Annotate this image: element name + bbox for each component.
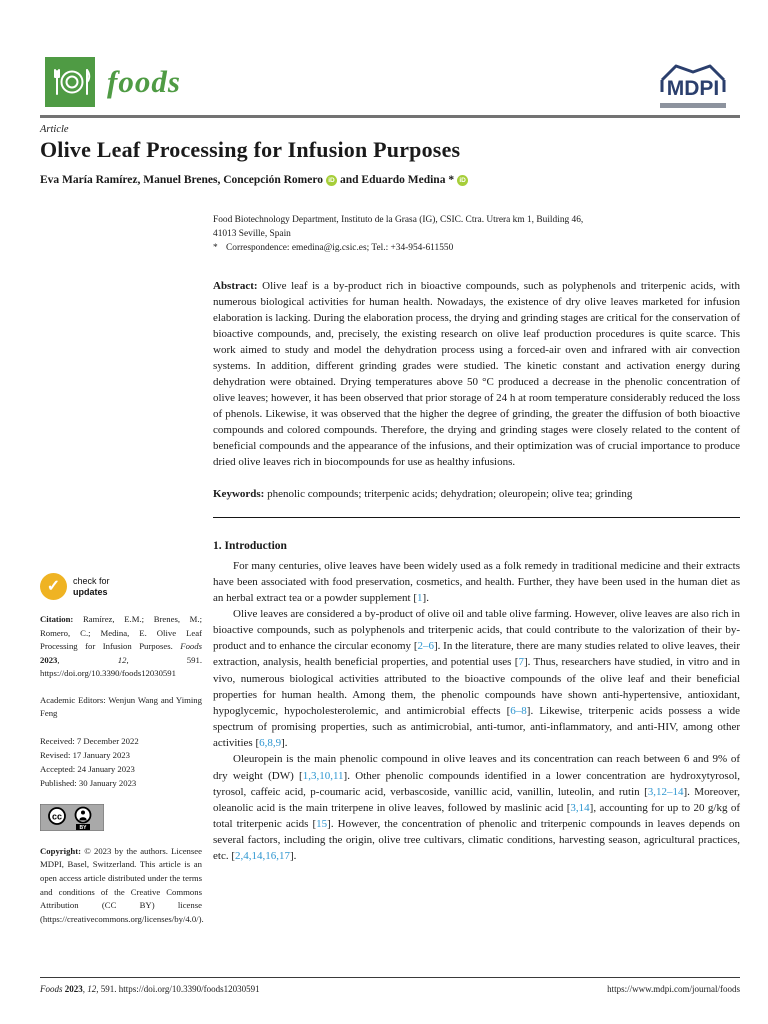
citation-block [40, 613, 202, 681]
authors-line [40, 174, 740, 186]
reference-link[interactable]: 3,14 [570, 801, 590, 814]
authors-group1: Eva María Ramírez, Manuel Brenes, Concepción Romero [40, 174, 323, 186]
page-title: Olive Leaf Processing for Infusion Purposes [40, 137, 461, 162]
text-run: Copyright: [40, 845, 85, 856]
page-footer [40, 984, 740, 994]
orcid-icon[interactable]: iD [457, 175, 468, 186]
article-type-label: Article [40, 124, 69, 135]
reference-link[interactable]: 7 [518, 656, 524, 669]
text-run: ]. [289, 850, 297, 863]
text-run: Olive leaves are considered a by-product of olive oil and table olive farming. However, olive leaves are also rich in bioactive compounds, such as polyphenols and triterpenic acids, that could contribute to the valorization of their by-product and to enhance the circular economy [ [213, 607, 740, 653]
journal-header [45, 57, 733, 111]
intro-paragraph-3 [213, 751, 740, 864]
text-run: ], accounting for up to 20 g/kg of total triterpenic acids [ [213, 801, 740, 831]
reference-link[interactable]: 6,8,9 [259, 737, 282, 750]
text-run: ]. Thus, researchers have studied, in vitro and in vivo, numerous biological activities attributed to the bioactive compounds of the olive leaf and their beneficial properties for human health. Among them, the phenolic compounds have shown anti-hypertensive, antioxidant, hypoglycemic, hypocholesterolemic, and antimicrobial effects [ [213, 656, 740, 717]
text-run: ]. [281, 737, 288, 750]
mdpi-logo[interactable] [653, 59, 733, 111]
text-run: Abstract: [213, 280, 263, 293]
footer-divider [40, 977, 740, 978]
copyright-block [40, 845, 202, 926]
affiliation-line1: Food Biotechnology Department, Instituto de la Grasa (IG), CSIC. Ctra. Utrera km 1, Building 46, [213, 215, 584, 225]
correspondence-line [213, 241, 740, 255]
affiliation-line2: 41013 Seville, Spain [213, 229, 291, 240]
text-run: , [82, 984, 88, 994]
published-date: Published: 30 January 2023 [40, 778, 137, 789]
text-run: 2023 [40, 654, 58, 665]
text-run: ]. [422, 591, 429, 604]
text-run: Foods [180, 641, 202, 652]
text-run: Keywords: [213, 487, 268, 500]
reference-link[interactable]: 6–8 [510, 704, 527, 717]
intro-paragraph-1 [213, 558, 740, 606]
title-block [40, 124, 740, 186]
authors-group2: and Eduardo Medina * [340, 174, 455, 186]
text-run: Foods [40, 984, 65, 994]
text-run: 12 [87, 984, 97, 994]
text-run: Ramírez, E.M.; Brenes, M.; Romero, C.; Medina, E. Olive Leaf Processing for Infusion Purposes. [40, 614, 202, 652]
text-run: ]. Moreover, oleanolic acid is the main triterpene in olive leaves, followed by maslinic acid [ [213, 785, 740, 814]
journal-name: foods [107, 64, 181, 99]
text-run: 12 [117, 654, 127, 665]
foods-logo-icon [45, 57, 95, 107]
history-dates [40, 734, 202, 790]
journal-logo[interactable] [45, 57, 181, 107]
intro-paragraph-2 [213, 606, 740, 751]
svg-text:MDPI: MDPI [666, 77, 720, 100]
text-run: , 591. https://doi.org/10.3390/foods12030591 [40, 654, 203, 679]
text-run: 2023 [64, 984, 83, 994]
text-run: ]. Other phenolic compounds identified in a lower concentration are hydroxytyrosol, tyrosol, caffeic acid, p-coumaric acid, verbascoside, vanillic acid, vanillin, luteolin, and rutin [ [213, 769, 741, 798]
orcid-icon[interactable]: iD [326, 175, 337, 186]
abstract-divider [213, 517, 740, 518]
reference-link[interactable]: 2–6 [417, 640, 434, 653]
text-run: , [57, 654, 118, 665]
text-run: , 591. https://doi.org/10.3390/foods12030591 [96, 984, 260, 994]
text-run: Oleuropein is the main phenolic compound in olive leaves and its concentration can reach between 6 and 9% of dry weight (DW) [ [213, 753, 740, 782]
text-run: ]. However, the concentration of phenolic and triterpenic compounds in leaves depends on several factors, including the origin, olive tree cultivars, climatic conditions, harvesting season, agricultural practices, etc. [ [213, 818, 741, 863]
correspondence-marker: * [213, 243, 218, 254]
revised-date: Revised: 17 January 2023 [40, 750, 130, 761]
academic-editors: Academic Editors: Wenjun Wang and Yiming Feng [40, 694, 202, 719]
reference-link[interactable]: 15 [316, 818, 328, 831]
section-heading-introduction: 1. Introduction [213, 539, 287, 552]
reference-link[interactable]: 3,12–14 [647, 785, 684, 798]
text-run: For many centuries, olive leaves have been widely used as a folk remedy in traditional medicine and their extracts have been associated with food preservation, cosmetics, and health. Further, they have been used in the human diet as an herbal extract tea or a powder supplement [ [213, 559, 740, 604]
reference-link[interactable]: 1 [417, 591, 423, 604]
text-run: ]. In the literature, there are many studies related to olive leaves, their extraction, analysis, health beneficial properties, and potential uses [ [213, 640, 741, 669]
text-run: phenolic compounds; triterpenic acids; dehydration; oleuropein; olive tea; grinding [267, 487, 633, 500]
received-date: Received: 7 December 2022 [40, 735, 139, 746]
cc-by-license-badge[interactable] [40, 804, 104, 831]
main-column [213, 213, 740, 926]
keywords [213, 487, 740, 503]
text-run: ]. Likewise, triterpenic acids possess a wide spectrum of promising properties, such as antimicrobial, anti-tumor, anti-inflammatory, and anti-HIV, among other activities [ [213, 704, 740, 750]
header-divider [40, 115, 740, 118]
check-for-updates-button[interactable] [40, 573, 202, 600]
correspondence-text: Correspondence: emedina@ig.csic.es; Tel.: +34-954-611550 [226, 243, 454, 254]
text-run: Citation: [40, 614, 83, 624]
content-columns [40, 213, 740, 926]
abstract [213, 279, 740, 470]
check-for-updates-label: check for updates [73, 576, 110, 597]
text-run: Olive leaf is a by-product rich in bioactive compounds, such as polyphenols and triterpenic acids, with numerous biological activities for human health. Nowadays, the existence of dry olive leaves marketed for infusion elaboration is lacking. During the elaboration process, the drying and grinding stages are critical for the conservation of bioactive compounds, and, precisely, the existing research on olive leaf production procedures is quite scarce. This work aimed to study and model the dehydration process using a forced-air oven and infrared with air convection systems. In addition, different grinding grades were studied. The kinetic constant and activation energy during dehydration were obtained. Drying temperatures above 50 °C produced a decrease in the phenolic concentration of olive leaves; however, it has been observed that prior storage of 24 h at room temperature considerably reduced the loss of phenols. Likewise, it was observed that the higher the degree of grinding, the greater the diffusion of both bioactive compounds and colored compounds. Therefore, the drying and grinding stages were closely related to the content of beneficial compounds and the appearance of the infusions, and their optimization was of crucial importance to produce dried olive leaves rich in biocompounds for use as healthy infusions. [213, 280, 740, 468]
check-icon: ✓ [40, 573, 67, 600]
left-rail [40, 213, 202, 926]
text-run: © 2023 by the authors. Licensee MDPI, Basel, Switzerland. This article is an open access article distributed under the terms and conditions of the Creative Commons Attribution (CC BY) license (https://creativecommons.org/licenses/by/4.0/). [40, 845, 204, 924]
accepted-date: Accepted: 24 January 2023 [40, 764, 135, 775]
footer-citation [40, 984, 260, 994]
reference-link[interactable]: 2,4,14,16,17 [234, 850, 290, 863]
svg-text:cc: cc [51, 811, 63, 822]
svg-text:BY: BY [79, 825, 87, 832]
reference-link[interactable]: 1,3,10,11 [302, 769, 344, 782]
affiliation [213, 213, 740, 241]
footer-journal-url[interactable]: https://www.mdpi.com/journal/foods [607, 984, 740, 994]
